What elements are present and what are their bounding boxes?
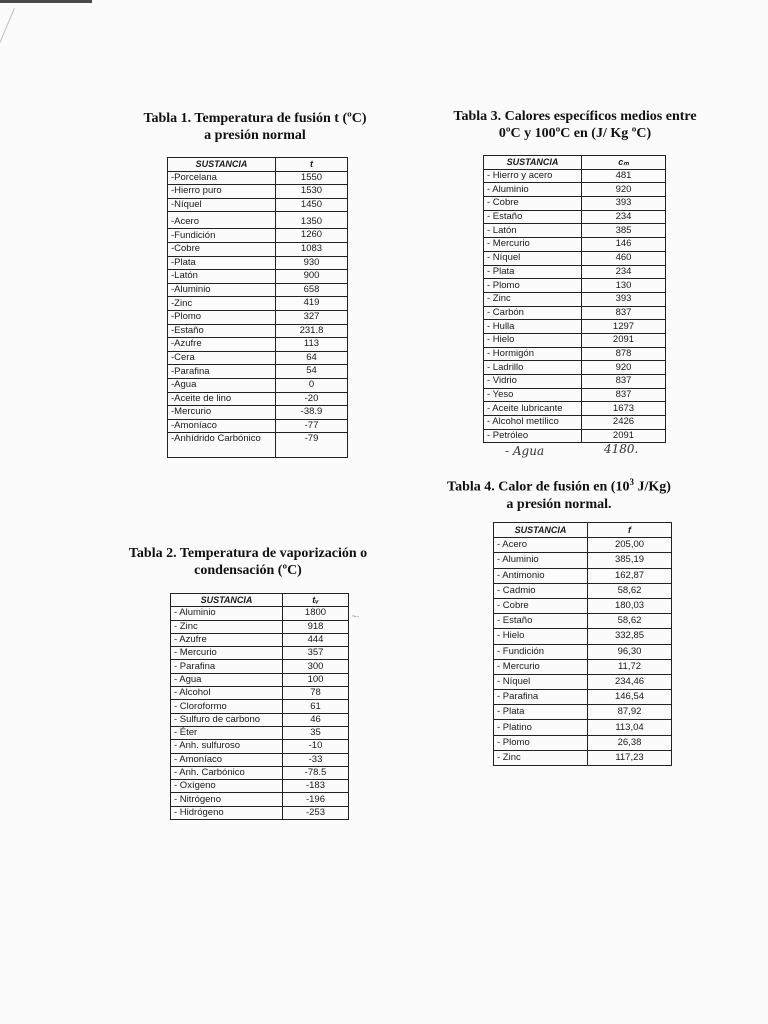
table-row bbox=[168, 256, 348, 270]
substance-name: - Nitrógeno bbox=[171, 793, 283, 806]
substance-name: -Estaño bbox=[168, 324, 276, 338]
table-row bbox=[484, 429, 666, 443]
table-row bbox=[494, 705, 672, 720]
substance-name: - Aluminio bbox=[494, 553, 588, 568]
substance-value: 54 bbox=[276, 365, 348, 379]
substance-name: - Platino bbox=[494, 720, 588, 735]
table1-title bbox=[120, 110, 390, 144]
substance-name: - Mercurio bbox=[494, 659, 588, 674]
substance-value: 1297 bbox=[582, 320, 666, 334]
substance-value: 930 bbox=[276, 256, 348, 270]
table2-header-value: tᵥ bbox=[283, 594, 349, 607]
substance-name: - Hormigón bbox=[484, 347, 582, 361]
substance-name: - Plomo bbox=[484, 279, 582, 293]
table4-heat-of-fusion bbox=[493, 522, 672, 766]
substance-value: 920 bbox=[582, 361, 666, 375]
table-row bbox=[494, 674, 672, 689]
table3-header-name: SUSTANCIA bbox=[484, 156, 582, 170]
substance-value: 146 bbox=[582, 238, 666, 252]
substance-name: - Vidrio bbox=[484, 375, 582, 389]
substance-name: - Mercurio bbox=[171, 647, 283, 660]
substance-value: 113 bbox=[276, 338, 348, 352]
table4-header-name: SUSTANCIA bbox=[494, 523, 588, 538]
table-row bbox=[168, 433, 348, 458]
table-row bbox=[168, 198, 348, 212]
substance-value: 234 bbox=[582, 265, 666, 279]
substance-name: - Níquel bbox=[484, 251, 582, 265]
table4-title-line2: a presión normal. bbox=[506, 496, 612, 512]
substance-name: - Estaño bbox=[484, 210, 582, 224]
substance-value: 0 bbox=[276, 378, 348, 392]
substance-value: 837 bbox=[582, 375, 666, 389]
substance-name: - Parafina bbox=[494, 690, 588, 705]
table3-title bbox=[430, 108, 720, 142]
table-row bbox=[494, 629, 672, 644]
substance-value: 327 bbox=[276, 310, 348, 324]
substance-value: 58,62 bbox=[588, 614, 672, 629]
table1-header-value: t bbox=[276, 158, 348, 172]
substance-value: 117,23 bbox=[588, 750, 672, 765]
table-row bbox=[171, 660, 349, 673]
substance-value: -79 bbox=[276, 433, 348, 458]
substance-name: - Estaño bbox=[494, 614, 588, 629]
table-row bbox=[171, 673, 349, 686]
table-row bbox=[168, 212, 348, 229]
substance-value: 11,72 bbox=[588, 659, 672, 674]
substance-name: -Porcelana bbox=[168, 171, 276, 185]
substance-name: -Anhídrido Carbónico bbox=[168, 433, 276, 458]
substance-value: 1083 bbox=[276, 242, 348, 256]
substance-value: -10 bbox=[283, 740, 349, 753]
table-row bbox=[168, 338, 348, 352]
substance-name: -Amoníaco bbox=[168, 419, 276, 433]
substance-name: -Latón bbox=[168, 270, 276, 284]
substance-value: 2091 bbox=[582, 429, 666, 443]
table-row bbox=[168, 297, 348, 311]
scan-speck: ~· bbox=[352, 612, 360, 621]
substance-name: - Plata bbox=[484, 265, 582, 279]
substance-value: 35 bbox=[283, 726, 349, 739]
table-row bbox=[171, 780, 349, 793]
table-row bbox=[484, 224, 666, 238]
substance-name: -Parafina bbox=[168, 365, 276, 379]
table-row bbox=[494, 690, 672, 705]
table3-body bbox=[484, 169, 666, 443]
substance-value: -196 bbox=[283, 793, 349, 806]
substance-value: 2426 bbox=[582, 416, 666, 430]
table-row bbox=[171, 647, 349, 660]
substance-name: -Níquel bbox=[168, 198, 276, 212]
substance-value: 393 bbox=[582, 197, 666, 211]
substance-name: - Ladrillo bbox=[484, 361, 582, 375]
substance-name: - Cobre bbox=[494, 598, 588, 613]
table-row bbox=[484, 183, 666, 197]
substance-value: -253 bbox=[283, 806, 349, 819]
substance-name: - Aluminio bbox=[484, 183, 582, 197]
substance-value: 87,92 bbox=[588, 705, 672, 720]
table4-title bbox=[432, 474, 686, 513]
substance-name: - Alcohol metílico bbox=[484, 416, 582, 430]
substance-value: 385 bbox=[582, 224, 666, 238]
table-row bbox=[484, 306, 666, 320]
substance-name: -Aluminio bbox=[168, 283, 276, 297]
table-row bbox=[168, 324, 348, 338]
table-row bbox=[494, 553, 672, 568]
table1-title-line1: Tabla 1. Temperatura de fusión t (ºC) bbox=[143, 111, 367, 126]
table4-header-value: f bbox=[588, 523, 672, 538]
table2-vaporization bbox=[170, 593, 349, 820]
substance-value: 444 bbox=[283, 633, 349, 646]
substance-name: -Zinc bbox=[168, 297, 276, 311]
scan-fold-line bbox=[0, 8, 15, 165]
substance-value: 146,54 bbox=[588, 690, 672, 705]
table-row bbox=[484, 333, 666, 347]
substance-name: - Sulfuro de carbono bbox=[171, 713, 283, 726]
handwritten-agua-value: 4180. bbox=[604, 442, 639, 456]
table-row bbox=[484, 251, 666, 265]
substance-value: 332,85 bbox=[588, 629, 672, 644]
table-row bbox=[494, 538, 672, 553]
substance-value: 1530 bbox=[276, 185, 348, 199]
substance-name: - Hulla bbox=[484, 320, 582, 334]
substance-value: -77 bbox=[276, 419, 348, 433]
table2-title bbox=[112, 545, 384, 579]
substance-value: 2091 bbox=[582, 333, 666, 347]
substance-value: -33 bbox=[283, 753, 349, 766]
substance-value: -78.5 bbox=[283, 766, 349, 779]
substance-value: 231.8 bbox=[276, 324, 348, 338]
substance-name: - Acero bbox=[494, 538, 588, 553]
table-row bbox=[168, 419, 348, 433]
table-row bbox=[484, 320, 666, 334]
substance-value: 920 bbox=[582, 183, 666, 197]
substance-value: 385,19 bbox=[588, 553, 672, 568]
substance-name: -Cobre bbox=[168, 242, 276, 256]
table-row bbox=[168, 185, 348, 199]
table-row bbox=[494, 568, 672, 583]
table-row bbox=[168, 283, 348, 297]
substance-value: -183 bbox=[283, 780, 349, 793]
substance-value: 419 bbox=[276, 297, 348, 311]
substance-value: 1550 bbox=[276, 171, 348, 185]
substance-name: -Acero bbox=[168, 212, 276, 229]
table-row bbox=[168, 378, 348, 392]
substance-name: - Plata bbox=[494, 705, 588, 720]
substance-value: 234 bbox=[582, 210, 666, 224]
table2-title-line2: condensación (ºC) bbox=[194, 563, 302, 578]
table-row bbox=[171, 726, 349, 739]
substance-value: 78 bbox=[283, 687, 349, 700]
substance-name: -Agua bbox=[168, 378, 276, 392]
substance-name: -Hierro puro bbox=[168, 185, 276, 199]
table-row bbox=[494, 583, 672, 598]
table4-title-line1: Tabla 4. Calor de fusión en ($10^3$ J/Kg) bbox=[447, 477, 671, 495]
substance-name: - Latón bbox=[484, 224, 582, 238]
substance-name: - Oxígeno bbox=[171, 780, 283, 793]
table3-header-value: cₘ bbox=[582, 156, 666, 170]
table-row bbox=[168, 392, 348, 406]
substance-value: 113,04 bbox=[588, 720, 672, 735]
substance-name: - Cloroformo bbox=[171, 700, 283, 713]
substance-name: - Mercurio bbox=[484, 238, 582, 252]
table1-header-name: SUSTANCIA bbox=[168, 158, 276, 172]
table-row bbox=[168, 171, 348, 185]
table-row bbox=[171, 753, 349, 766]
substance-name: - Parafina bbox=[171, 660, 283, 673]
table4-body bbox=[494, 538, 672, 766]
table-row bbox=[171, 607, 349, 620]
substance-value: 234,46 bbox=[588, 674, 672, 689]
table-row bbox=[168, 351, 348, 365]
substance-name: -Cera bbox=[168, 351, 276, 365]
table-row bbox=[494, 750, 672, 765]
table2-header-name: SUSTANCIA bbox=[171, 594, 283, 607]
table-row bbox=[168, 229, 348, 243]
table-row bbox=[484, 347, 666, 361]
table-row bbox=[168, 242, 348, 256]
table-row bbox=[171, 620, 349, 633]
substance-value: 26,38 bbox=[588, 735, 672, 750]
substance-name: - Anh. sulfuroso bbox=[171, 740, 283, 753]
substance-name: - Cobre bbox=[484, 197, 582, 211]
substance-value: 130 bbox=[582, 279, 666, 293]
substance-value: 1450 bbox=[276, 198, 348, 212]
substance-name: -Plata bbox=[168, 256, 276, 270]
substance-name: - Hielo bbox=[484, 333, 582, 347]
substance-name: - Zinc bbox=[494, 750, 588, 765]
substance-value: 837 bbox=[582, 388, 666, 402]
table-row bbox=[484, 169, 666, 183]
scan-corner-mark bbox=[0, 0, 92, 3]
handwritten-agua-label: - Agua bbox=[505, 444, 545, 458]
table-row bbox=[484, 238, 666, 252]
table-row bbox=[494, 659, 672, 674]
substance-value: 96,30 bbox=[588, 644, 672, 659]
table-row bbox=[168, 406, 348, 420]
substance-name: - Aceite lubricante bbox=[484, 402, 582, 416]
table-row bbox=[484, 361, 666, 375]
substance-value: 46 bbox=[283, 713, 349, 726]
substance-name: - Petróleo bbox=[484, 429, 582, 443]
table-row bbox=[171, 806, 349, 819]
table-row bbox=[494, 614, 672, 629]
table-row bbox=[171, 713, 349, 726]
substance-value: 481 bbox=[582, 169, 666, 183]
table-row bbox=[484, 279, 666, 293]
substance-value: 1260 bbox=[276, 229, 348, 243]
substance-value: -38.9 bbox=[276, 406, 348, 420]
table-row bbox=[484, 416, 666, 430]
table3-specific-heat bbox=[483, 155, 666, 443]
substance-value: 460 bbox=[582, 251, 666, 265]
substance-name: - Aluminio bbox=[171, 607, 283, 620]
substance-value: 64 bbox=[276, 351, 348, 365]
substance-name: - Éter bbox=[171, 726, 283, 739]
table-row bbox=[484, 388, 666, 402]
substance-name: - Zinc bbox=[171, 620, 283, 633]
substance-name: - Hielo bbox=[494, 629, 588, 644]
substance-value: 837 bbox=[582, 306, 666, 320]
table1-title-line2: a presión normal bbox=[204, 128, 306, 143]
table-row bbox=[484, 292, 666, 306]
substance-name: -Azufre bbox=[168, 338, 276, 352]
substance-value: 162,87 bbox=[588, 568, 672, 583]
substance-value: 58,62 bbox=[588, 583, 672, 598]
substance-value: 878 bbox=[582, 347, 666, 361]
substance-value: 357 bbox=[283, 647, 349, 660]
substance-value: 658 bbox=[276, 283, 348, 297]
substance-name: - Yeso bbox=[484, 388, 582, 402]
substance-value: 1350 bbox=[276, 212, 348, 229]
substance-value: 900 bbox=[276, 270, 348, 284]
substance-value: 393 bbox=[582, 292, 666, 306]
substance-name: - Azufre bbox=[171, 633, 283, 646]
substance-name: - Fundición bbox=[494, 644, 588, 659]
substance-name: - Hidrógeno bbox=[171, 806, 283, 819]
substance-name: - Carbón bbox=[484, 306, 582, 320]
table3-title-line1: Tabla 3. Calores específicos medios entre bbox=[453, 109, 697, 124]
substance-name: - Hierro y acero bbox=[484, 169, 582, 183]
substance-name: -Plomo bbox=[168, 310, 276, 324]
table-row bbox=[484, 197, 666, 211]
table-row bbox=[484, 210, 666, 224]
table-row bbox=[494, 598, 672, 613]
substance-value: 100 bbox=[283, 673, 349, 686]
table-row bbox=[168, 365, 348, 379]
substance-name: - Níquel bbox=[494, 674, 588, 689]
table-row bbox=[171, 687, 349, 700]
table-row bbox=[171, 700, 349, 713]
substance-name: - Agua bbox=[171, 673, 283, 686]
substance-name: -Aceite de lino bbox=[168, 392, 276, 406]
substance-name: - Zinc bbox=[484, 292, 582, 306]
substance-name: - Amoníaco bbox=[171, 753, 283, 766]
table-row bbox=[484, 375, 666, 389]
table3-title-line2: 0ºC y 100ºC en (J/ Kg ºC) bbox=[498, 126, 652, 141]
substance-name: -Mercurio bbox=[168, 406, 276, 420]
substance-value: 1800 bbox=[283, 607, 349, 620]
table-row bbox=[484, 265, 666, 279]
substance-value: 1673 bbox=[582, 402, 666, 416]
table2-body bbox=[171, 607, 349, 820]
substance-value: 918 bbox=[283, 620, 349, 633]
substance-name: - Anh. Carbónico bbox=[171, 766, 283, 779]
substance-name: - Plomo bbox=[494, 735, 588, 750]
substance-value: 61 bbox=[283, 700, 349, 713]
substance-name: - Cadmio bbox=[494, 583, 588, 598]
table2-title-line1: Tabla 2. Temperatura de vaporización o bbox=[128, 546, 368, 561]
table-row bbox=[168, 310, 348, 324]
table-row bbox=[171, 793, 349, 806]
substance-name: - Alcohol bbox=[171, 687, 283, 700]
table-row bbox=[494, 735, 672, 750]
table-row bbox=[171, 766, 349, 779]
table-row bbox=[168, 270, 348, 284]
substance-value: -20 bbox=[276, 392, 348, 406]
substance-value: 180,03 bbox=[588, 598, 672, 613]
table-row bbox=[171, 740, 349, 753]
table-row bbox=[171, 633, 349, 646]
table1-melting-point bbox=[167, 157, 348, 458]
substance-name: - Antimonio bbox=[494, 568, 588, 583]
substance-name: -Fundición bbox=[168, 229, 276, 243]
table-row bbox=[494, 644, 672, 659]
substance-value: 300 bbox=[283, 660, 349, 673]
table-row bbox=[494, 720, 672, 735]
table-row bbox=[484, 402, 666, 416]
table1-body bbox=[168, 171, 348, 458]
substance-value: 205,00 bbox=[588, 538, 672, 553]
